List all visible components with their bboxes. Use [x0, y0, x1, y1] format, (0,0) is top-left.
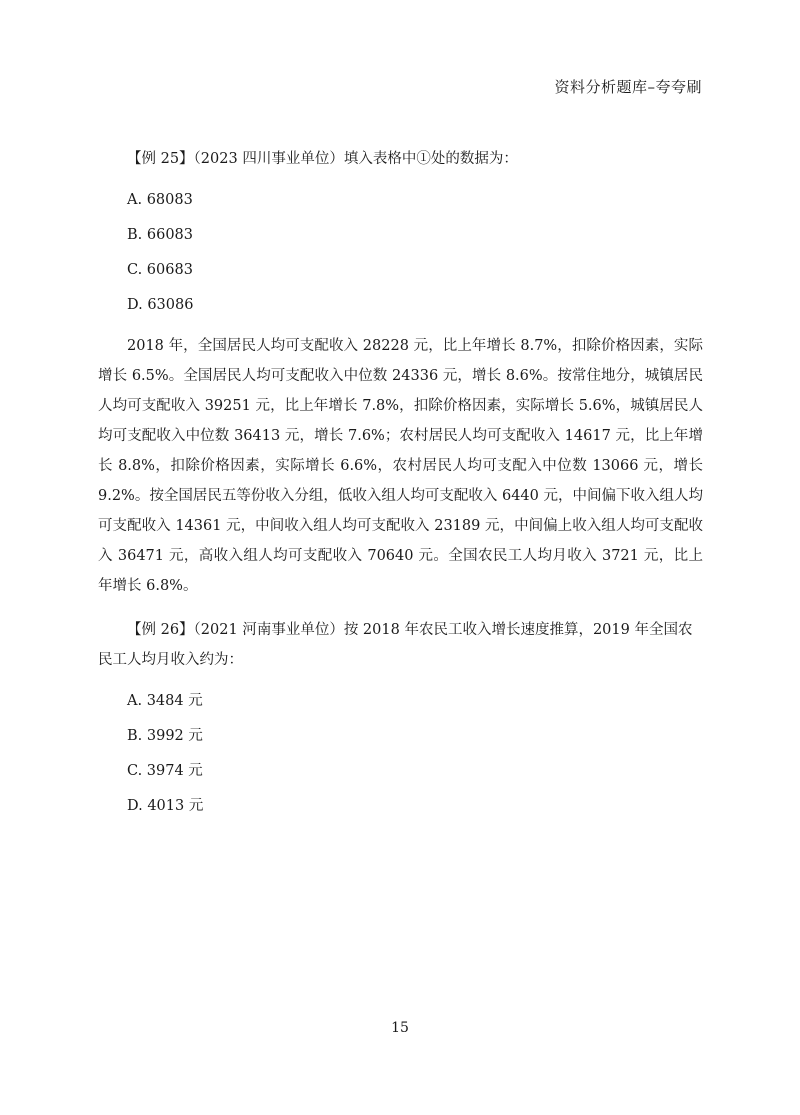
question-25-option-a: A. 68083 — [127, 192, 193, 208]
question-25-option-d: D. 63086 — [127, 297, 194, 313]
page-number: 15 — [391, 1020, 409, 1036]
question-26-option-a: A. 3484 元 — [127, 693, 203, 709]
question-25-stem: 【例 25】（2023 四川事业单位）填入表格中①处的数据为： — [127, 151, 518, 167]
question-25-option-b: B. 66083 — [127, 227, 194, 243]
question-26 — [98, 615, 703, 815]
question-25-option-c: C. 60683 — [127, 262, 193, 278]
question-26-option-d: D. 4013 元 — [127, 798, 204, 814]
question-25 — [98, 144, 703, 314]
header-title: 资料分析题库–夸夸刷 — [554, 78, 702, 96]
data-passage: 2018 年，全国居民人均可支配收入 28228 元，比上年增长 8.7%，扣除价格因素，实际增长 6.5%。全国居民人均可支配收入中位数 24336 元，增长 8.6%。按常住地分，城镇居民人均可支配收入 39251 元，比上年增长 7.8%，扣除价格因素，实际增长 5.6%，城镇居民人均可支配收入中位数 36413 元，增长 7.6%；农村居民人均可支配收入 14617 元，比上年增长 8.8%，扣除价格因素，实际增长 6.6%，农村居民人均可支配入中位数 13066 元，增长 9.2%。按全国居民五等份收入分组，低收入组人均可支配收入 6440 元，中间偏下收入组人均可支配收入 14361 元，中间收入组人均可支配收入 23189 元，中间偏上收入组人均可支配收入 36471 元，高收入组人均可支配收入 70640 元。全国农民工人均月收入 3721 元，比上年增长 6.8%。 — [98, 338, 703, 594]
question-26-stem: 【例 26】（2021 河南事业单位）按 2018 年农民工收入增长速度推算，2019 年全国农民工人均月收入约为： — [98, 622, 693, 668]
question-26-option-c: C. 3974 元 — [127, 763, 203, 779]
page-content — [98, 144, 703, 832]
question-26-option-b: B. 3992 元 — [127, 728, 203, 744]
